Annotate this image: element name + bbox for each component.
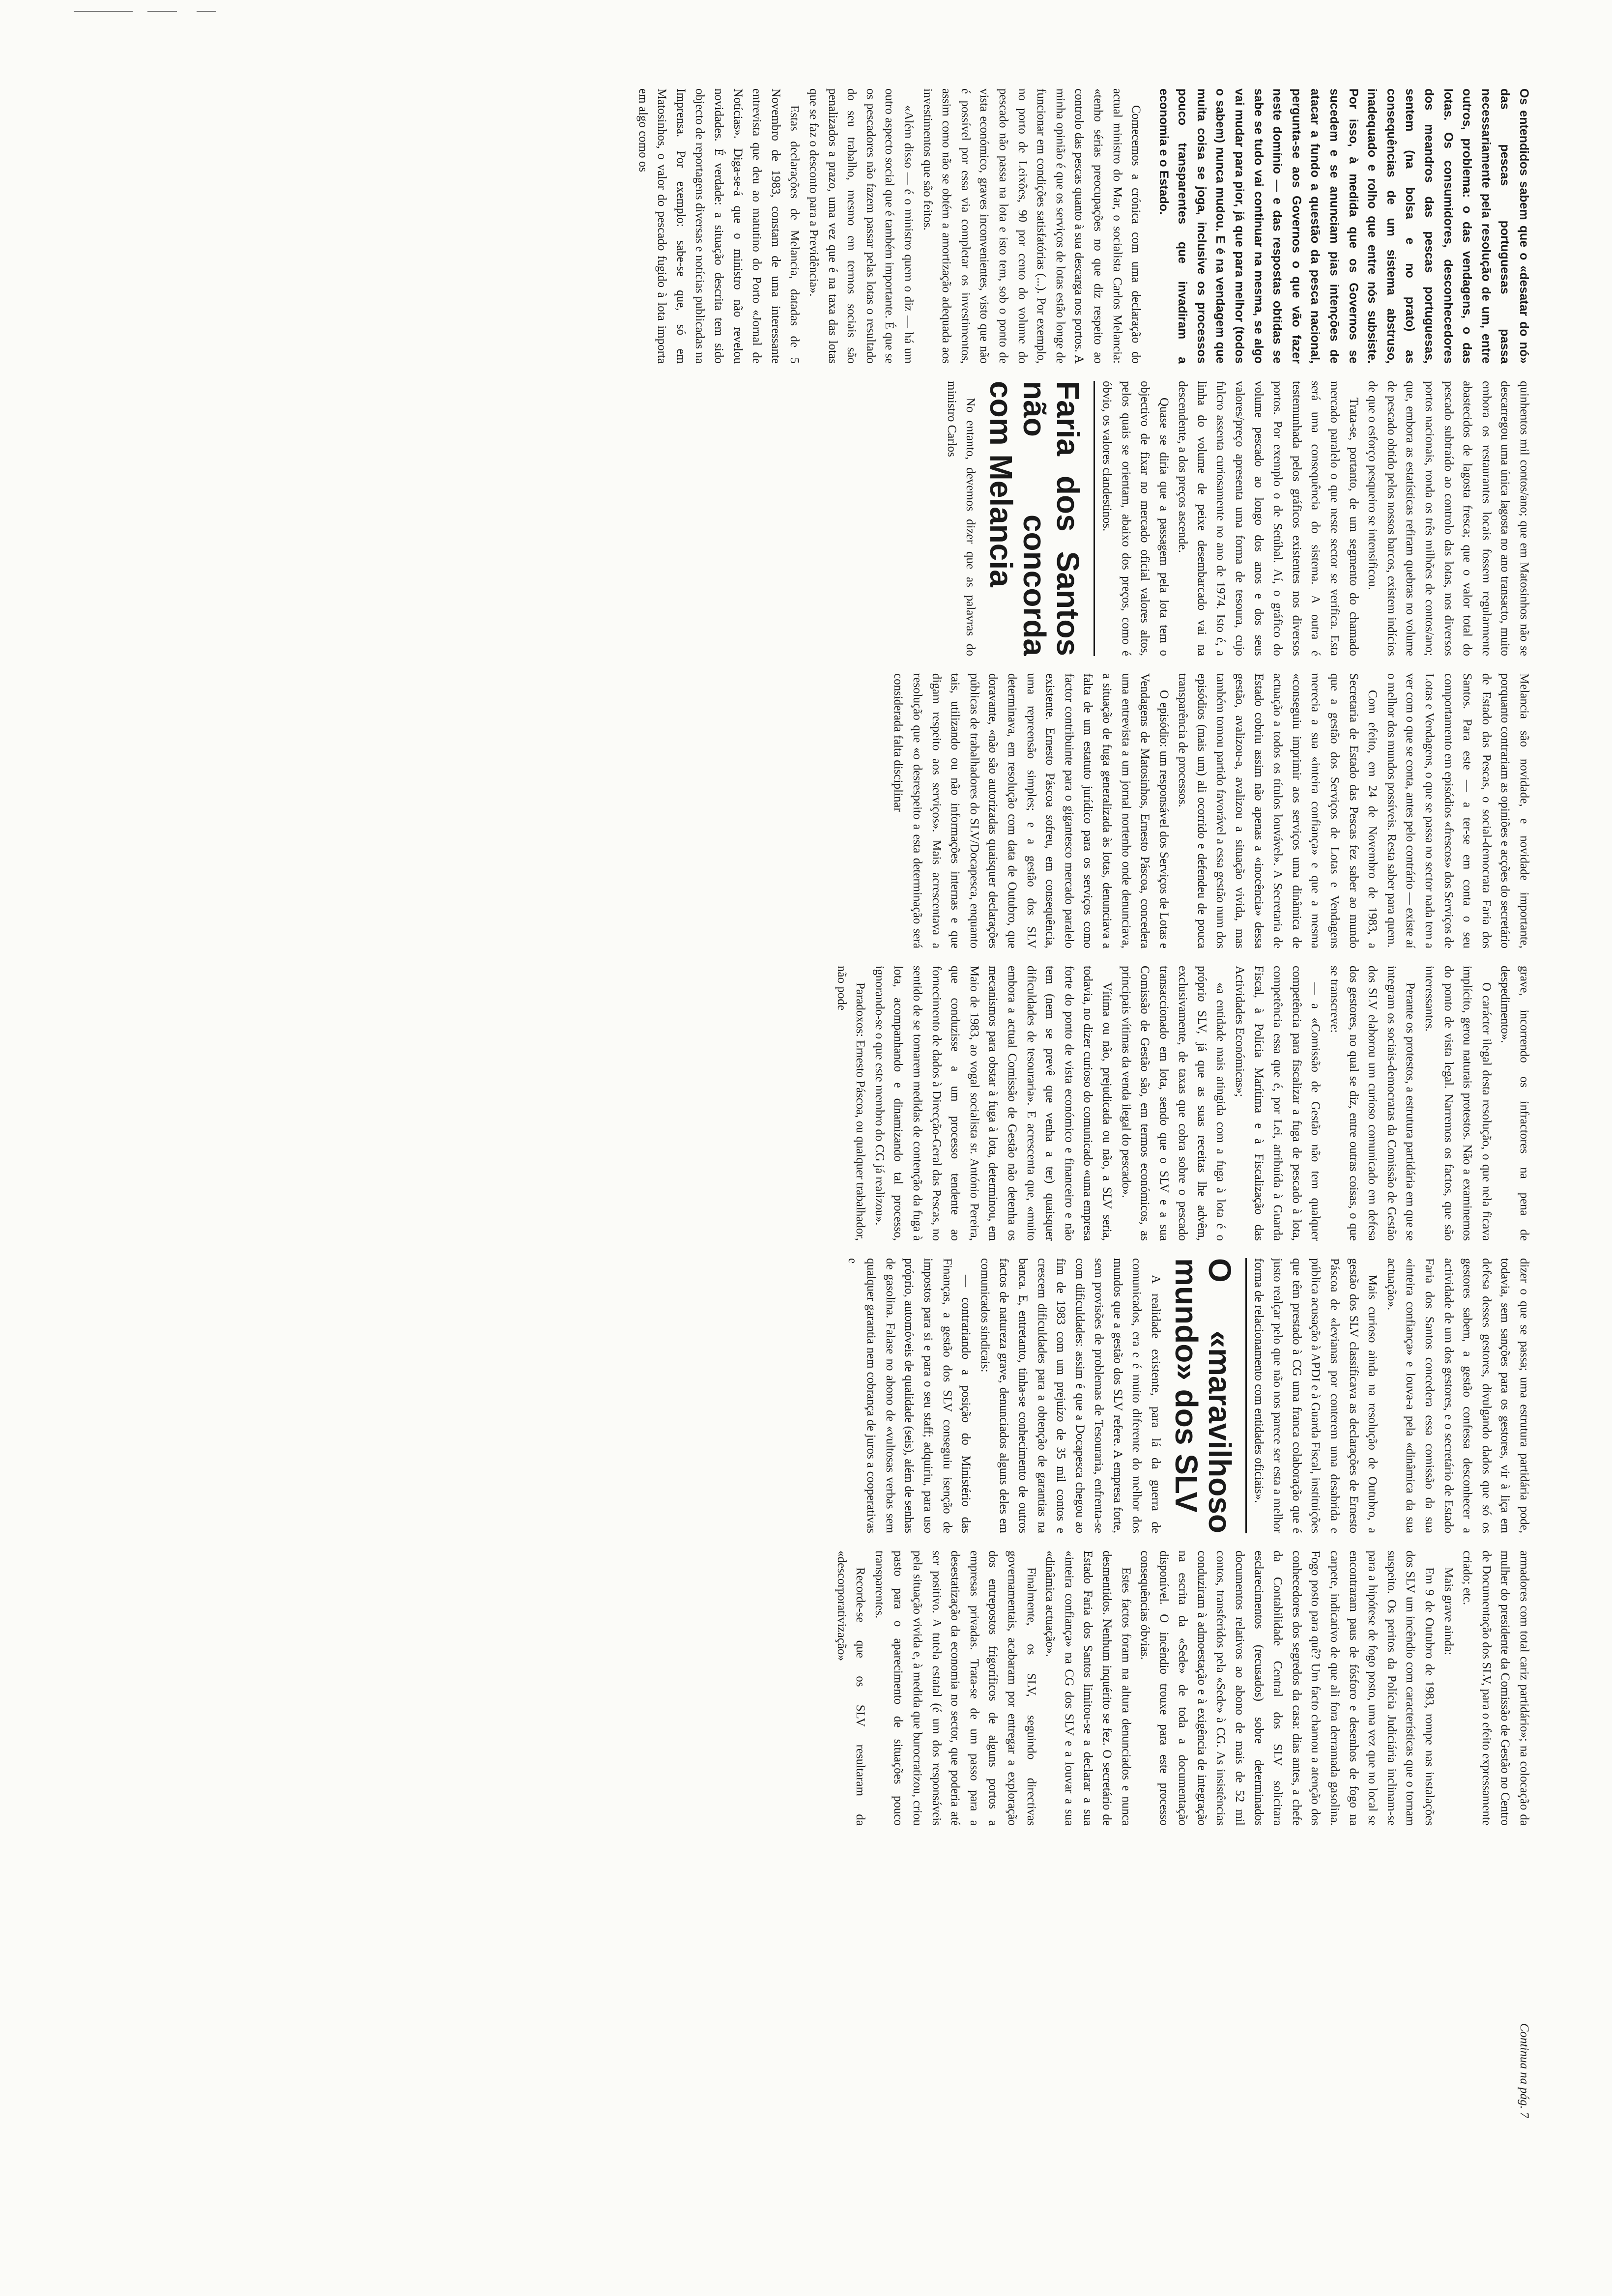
continued-on-page-note: Continua na pág. 7 (1518, 2023, 1531, 2118)
paragraph: — contrariando a posição do Ministério das Finanças, a gestão dos SLV conseguiu isenção de impostos para si e para o seu staff; adquiriu, para uso próprio, automóveis de qualidade (seis), além de senhas de gasolina. Falase no abono de «vultosas verbas sem qualquer garantia nem cobrança de juros a cooperativas e (845, 1258, 973, 1533)
column-6 (93, 1550, 1533, 1826)
paragraph: Finalmente, os SLV, seguindo directivas governamentais, acabaram por entregar a exploração dos entrepostos frigoríficos de alguns portos a empresas privadas. Trata-se de um passo para a desestatização da economia no sector, que poderia até ser positivo. A tutela estatal (é um dos responsáveis pela situação vivida e, à medida que burocratizou, criou pasto para o aparecimento de situações pouco transparentes. (872, 1550, 1038, 1826)
paragraph: Com efeito, em 24 de Novembro de 1983, a Secretaria de Estado das Pescas fez saber ao mundo que a gestão dos Serviços de Lotas e Vendagens merecia a sua «inteira confiança» e que a mesma «conseguiu imprimir aos serviços uma dinâmica de actuação a todos os títulos louvável». A Secretaria de Estado cobriu assim não apenas a «inocência» dessa gestão, avalizou-a, avalizou a situação vivida, mas também tomou partido favorável a essa gestão num dos episódios (mais um) ali ocorrido e defendeu de pouca transparência de processos. (1176, 673, 1380, 948)
scan-mark (197, 11, 216, 12)
paragraph: Melancia são novidade, e novidade importante, porquanto contrariam as opiniões e acções do secretário de Estado das Pescas, o social-democrata Faria dos Santos. Para este — a ter-se em conta o seu comportamento em episódios «frescos» dos Serviços de Lotas e Vendagens, o que se passa no sector nada tem a ver com o que se conta, antes pelo contrário — existe aí o melhor dos mundos possíveis. Resta saber para quem. (1384, 673, 1531, 948)
rotated-article (54, 29, 1568, 2267)
article-lead: Os entendidos sabem que o «desatar do nó» das pescas portuguesas passa necessariamente pela resolução de um, entre outros, problema: o das vendagens, o das lotas. Os consumidores, desconhecedores dos meandros das pescas portuguesas, sentem (na bolsa e no prato) as consequências de um sistema abstruso, inadequado e rolho que entre nós subsiste. Por isso, à medida que os Governos se sucedem e se anunciam pias intenções de atacar a fundo a questão da pesca nacional, pergunta-se aos Governos o que vão fazer neste domínio — e das respostas obtidas se sabe se tudo vai continuar na mesma, se algo vai mudar para pior, já que para melhor (todos o sabem) nunca mudou. E é na vendagem que muita coisa se joga, inclusive os processos pouco transparentes que invadiram a economia e o Estado. (1156, 88, 1531, 364)
paragraph: Mais grave ainda: (1441, 1567, 1455, 1656)
paragraph: A realidade existente, para lá da guerra de comunicados, era e é muito diferente do melhor dos mundos que a gestão dos SLV refere. A empresa forte, sem provisões de problemas de Tesouraria, enfrenta-se com dificuldades: assim é que a Docapesca chegou ao fim de 1983 com um prejuízo de 35 mil contos e crescem dificuldades para a obtenção de garantias na banca. E, entretanto, tinha-se conhecimento de outros factos de natureza grave, denunciados alguns deles em comunicados sindicais: (978, 1258, 1163, 1533)
paragraph: Comecemos a crónica com uma declaração do actual ministro do Mar, o socialista Carlos Melancia: «tenho sérias preocupações no que diz respeito ao controlo das pescas quanto à sua descarga nos portos. A minha opinião é que os serviços de lotas estão longe de funcionar em condições satisfatórias (...). Por exemplo, no porto de Leixões, 90 por cento do volume do pescado não passa na lota e isto tem, sob o ponto de vista económico, graves inconvenientes, visto que não é possível por essa via completar os investimentos, assim como não se obtém a amortização adequada aos investimentos que são feitos. (921, 88, 1143, 364)
paragraph: «a entidade mais atingida com a fuga à lota é o próprio SLV, já que as suas receitas lhe advêm, exclusivamente, de taxas que cobra sobre o pescado transaccionado em lota, sendo que o SLV e a sua Comissão de Gestão são, em termos económicos, as principais vítimas da venda ilegal do pescado». (1119, 966, 1228, 1241)
paragraph: O carácter ilegal desta resolução, o que nela ficava implícito, gerou naturais protestos. Não a examinemos do ponto de vista legal. Narremos os factos, que são interessantes. (1423, 966, 1493, 1241)
column-5 (93, 1258, 1533, 1533)
paragraph: Trata-se, portanto, de um segmento do chamado mercado paralelo o que neste sector se verifica. Esta será uma consequência do sistema. A outra é testemunhada pelos gráficos existentes nos diversos portos. Por exemplo o de Setúbal. Aí, o gráfico do volume pescado ao longo dos anos e dos seus valores/preço apresenta uma forma de tesoura, cujo fulcro assenta curiosamente no ano de 1974. Isto é, a linha do volume de peixe desembarcado vai na descendente, a dos preços ascende. (1176, 381, 1360, 656)
scan-mark (74, 11, 133, 12)
paragraph: O episódio: um responsável dos Serviços de Lotas e Vendagens de Matosinhos, Ernesto Páscoa, concedera uma entrevista a um jornal nortenho onde denunciava, a situação de fuga generalizada às lotas, denunciava a falta de um estatuto jurídico para os serviços como factor contribuinte para o gigantesco mercado paralelo existente. Ernesto Páscoa sofreu, em consequência, uma repreensão simples; e a gestão dos SLV determinava, em resolução com data de Outubro, que doravante, «não são autorizadas quaisquer declarações públicas de trabalhadores do SLV/Docapesca, enquanto tais, utilizando ou não informações internas e que digam respeito aos serviços». Mais acrescentava a resolução que «o desrespeito a esta determinação será considerada falta disciplinar (892, 673, 1171, 948)
paragraph: «Além disso — é o ministro quem o diz — há um outro aspecto social que é também importante. É que se os pescadores não fazem passar pelas lotas o resultado do seu trabalho, mesmo em termos sociais são penalizados a prazo, uma vez que é na taxa das lotas que se faz o desconto para a Previdência». (807, 88, 915, 364)
paragraph: — a «Comissão de Gestão não tem qualquer competência para fiscalizar a fuga de pescado à lota, competência essa que é, por Lei, atribuída à Guarda Fiscal, à Polícia Marítima e à Fiscalização das Actividades Económicas»; (1233, 966, 1323, 1241)
subheading-faria-dos-santos: Faria dos Santos não concorda com Melancia (983, 381, 1086, 656)
section-rule (1094, 381, 1095, 656)
column-1 (93, 88, 1533, 364)
paragraph: Quase se diria que a passagem pela lota tem o objectivo de fixar no mercado oficial valores altos, pelos quais se orientam, abaixo dos preços, como é óbvio, os valores clandestinos. (1100, 381, 1171, 656)
paragraph: Estas declarações de Melancia, datadas de 5 Novembro de 1983, constam de uma interessante entrevista que deu ao matutino do Porto «Jornal de Notícias». Diga-se-á que o ministro não revelou novidades. É verdade: a situação descrita tem sido objecto de reportagens diversas e notícias publicadas na Imprensa. Por exemplo: sabe-se que, só em Matosinhos, o valor do pescado fugido à lota importa em algo como os (636, 88, 802, 364)
paragraph: Mais curioso ainda na resolução de Outubro, a gestão dos SLV classificava as declarações de Ernesto Páscoa de «levianas por conterem uma desabrida e pública acusação à APDI e à Guarda Fiscal, instituições que têm prestado à CG uma franca colaboração que é justo realçar pelo que não nos parece ser esta a melhor forma de relacionamento com entidades oficiais». (1252, 1258, 1380, 1533)
scan-mark (147, 11, 177, 12)
paragraph: Paradoxos: Ernesto Páscoa, ou qualquer trabalhador, não pode (835, 966, 867, 1241)
column-3 (93, 673, 1533, 948)
paragraph: Estes factos foram na altura denunciados e nunca desmentidos. Nenhum inquérito se fez. O secretário de Estado Faria dos Santos limitou-se a declarar a sua «inteira confiança» na CG dos SLV e a louvar a sua «dinâmica actuação». (1043, 1550, 1133, 1826)
paragraph: Recorde-se que os SLV resultaram da «descorporativização» (835, 1550, 867, 1826)
column-4 (93, 966, 1533, 1241)
section-rule (1245, 1258, 1247, 1533)
paragraph: armadores com total cariz partidário»; na colocação da mulher do presidente da Comissão de Gestão no Centro de Documentação dos SLV, para o efeito expressamente criado; etc. (1461, 1550, 1531, 1826)
paragraph: No entanto, devemos dizer que as palavras do ministro Carlos (945, 381, 978, 656)
paragraph: dizer o que se passa; uma estrutura partidária pode, todavia, sem sanções para os gestores, vir à liça em defesa desses gestores, divulgando dados que só os gestores sabem, a gestão confessa desconhecer a actividade de um dos gestores, e o secretário de Estado Faria dos Santos concedera essa comissão da sua «inteira confiança» e louva-a pela «dinâmica da sua actuação». (1384, 1258, 1531, 1533)
paragraph: grave, incorrendo os infractores na pena de despedimento». (1498, 966, 1531, 1241)
column-2 (93, 381, 1533, 656)
paragraph: quinhentos mil contos/ano; que em Matosinhos não se descarregou uma única lagosta no ano transacto, muito embora os restaurantes locais fossem regularmente abastecidos de lagosta fresca; que o valor total do pescado subtraído ao controlo das lotas, nos diversos portos nacionais, ronda os três milhões de contos/ano; que, embora as estatísticas refiram quebras no volume de pescado obtido pelos nossos barcos, existem indícios de que o esforço pesqueiro se intensificou. (1366, 381, 1531, 656)
paragraph: Em 9 de Outubro de 1983, rompe nas instalações dos SLV um incêndio com características que o tornam suspeito. Os peritos da Polícia Judiciária inclinam-se para a hipótese de fogo posto, uma vez que no local se encontraram paus de fósforo e desenhos de fogo na carpete, indicativo de que ali fora derramada gasolina. Fogo posto para quê? Um facto chamou a atenção dos conhecedores dos segredos da casa: dias antes, a chefe da Contabilidade Central dos SLV solicitara esclarecimentos (recusados) sobre determinados documentos relativos ao abono de mais de 52 mil contos, transferidos pela «Sede» à CG. As insistências conduziram à admoestação e à exigência de integração na escrita da «Sede» de toda a documentação disponível. O incêndio trouxe para este processo consequências óbvias. (1138, 1550, 1437, 1826)
subheading-maravilhoso-mundo: O «maravilhoso mundo» dos SLV (1169, 1258, 1238, 1533)
column-7 (93, 1843, 1533, 2118)
paragraph: Vítima ou não, prejudicada ou não, a SLV seria, todavia, no dizer curioso do comunicado «uma empresa forte do ponto de vista económico e financeiro e não tem (nem se prevê que venha a ter) quaisquer dificuldades de tesouraria». E acrescenta que, «muito embora a actual Comissão de Gestão não detenha os mecanismos para obstar à fuga à lota, determinou, em Maio de 1983, ao vogal socialista sr. António Pereira, que conduzisse a um processo tendente ao fornecimento de dados à Direcção-Geral das Pescas, no sentido de se tomarem medidas de contenção da fuga à lota, acompanhando e dinamizando tal processo, ignorando-se o que este membro do CG já realizou». (872, 966, 1114, 1241)
paragraph: Perante os protestos, a estrutura partidária em que se integram os sociais-democratas da Comissão de Gestão dos SLV elaborou um curioso comunicado em defesa dos gestores, no qual se diz, entre outras coisas, o que se transcreve: (1328, 966, 1417, 1241)
